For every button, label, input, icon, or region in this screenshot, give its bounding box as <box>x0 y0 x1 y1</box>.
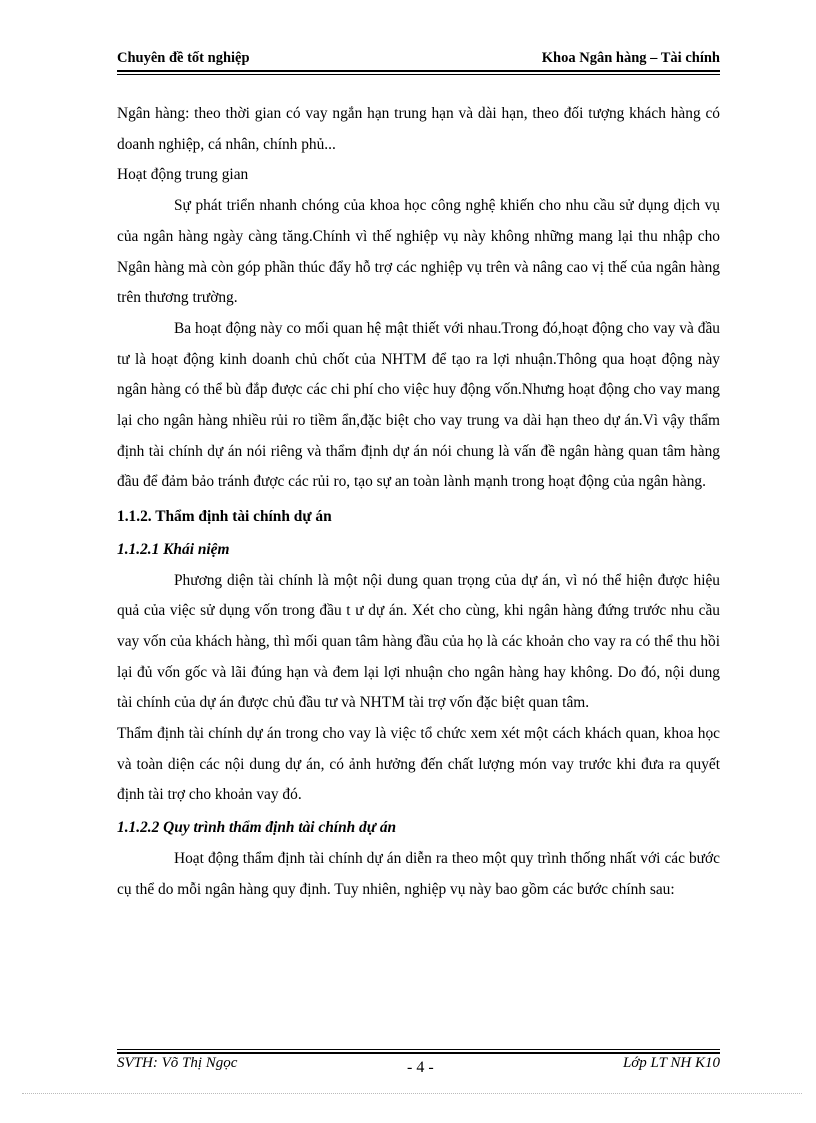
footer-class: Lớp LT NH K10 <box>622 1055 720 1071</box>
paragraph-definition: Thẩm định tài chính dự án trong cho vay là việc tổ chức xem xét một cách khách quan, khoa học và toàn diện các nội dung dự án, có ảnh hưởng đến chất lượng món vay trước khi đưa ra quyết định tài trợ cho khoản vay đó. <box>117 725 720 804</box>
footer-rule-thin <box>117 1049 720 1050</box>
header-thesis-title: Chuyên đề tốt nghiệp <box>117 50 250 66</box>
page-footer <box>117 1055 720 1079</box>
section-heading-financial-appraisal: 1.1.2. Thẩm định tài chính dự án <box>117 508 332 526</box>
page-number: - 4 - <box>407 1059 434 1076</box>
footer-rule <box>117 1052 720 1054</box>
paragraph-relationship: Ba hoạt động này co mối quan hệ mật thiết với nhau.Trong đó,hoạt động cho vay và đầu tư là hoạt động kinh doanh chủ chốt của NHTM để tạo ra lợi nhuận.Thông qua hoạt động này ngân hàng có thể bù đắp được các chi phí cho việc huy động vốn.Nhưng hoạt động cho vay mang lại cho ngân hàng nhiều rủi ro tiềm ẩn,đặc biệt cho vay trung va dài hạn theo dự án.Vì vậy thẩm định tài chính dự án nói riêng và thẩm định dự án nói chung là vấn đề ngân hàng quan tâm hàng đầu để đảm bảo tránh được các rủi ro, tạo sự an toàn lành mạnh trong hoạt động của ngân hàng. <box>117 319 720 491</box>
header-rule <box>117 70 720 72</box>
page-header <box>117 48 720 70</box>
subsection-heading-concept: 1.1.2.1 Khái niệm <box>117 540 230 558</box>
paragraph-intermediary: Sự phát triển nhanh chóng của khoa học công nghệ khiến cho nhu cầu sử dụng dịch vụ của ngân hàng ngày càng tăng.Chính vì thế nghiệp vụ này không những mang lại thu nhập cho Ngân hàng mà còn góp phần thúc đẩy hỗ trợ các nghiệp vụ trên và nâng cao vị thế của ngân hàng trên thương trường. <box>117 197 720 307</box>
page-content <box>117 99 720 905</box>
paragraph-loan-types: Ngân hàng: theo thời gian có vay ngắn hạn trung hạn và dài hạn, theo đối tượng khách hàng có doanh nghiệp, cá nhân, chính phủ... <box>117 105 720 153</box>
subsection-heading-process: 1.1.2.2 Quy trình thẩm định tài chính dự án <box>117 819 397 837</box>
paragraph-intermediary-title: Hoạt động trung gian <box>117 166 249 184</box>
page-edge-divider <box>22 1093 802 1094</box>
paragraph-financial-aspect: Phương diện tài chính là một nội dung quan trọng của dự án, vì nó thể hiện được hiệu quả của việc sử dụng vốn trong đầu t ư dự án. Xét cho cùng, khi ngân hàng đứng trước nhu cầu vay vốn của khách hàng, thì mối quan tâm hàng đầu của họ là các khoản cho vay ra có thể thu hồi lại đủ vốn gốc và lãi đúng hạn và đem lại lợi nhuận cho ngân hàng hay không. Do đó, nội dung tài chính của dự án được chủ đầu tư và NHTM tài trợ vốn đặc biệt quan tâm. <box>117 571 720 712</box>
footer-student: SVTH: Võ Thị Ngọc <box>117 1055 238 1071</box>
header-rule-thin <box>117 74 720 75</box>
header-faculty: Khoa Ngân hàng – Tài chính <box>541 50 720 66</box>
paragraph-process: Hoạt động thẩm định tài chính dự án diễn ra theo một quy trình thống nhất với các bước cụ thể do mỗi ngân hàng quy định. Tuy nhiên, nghiệp vụ này bao gồm các bước chính sau: <box>117 849 720 898</box>
